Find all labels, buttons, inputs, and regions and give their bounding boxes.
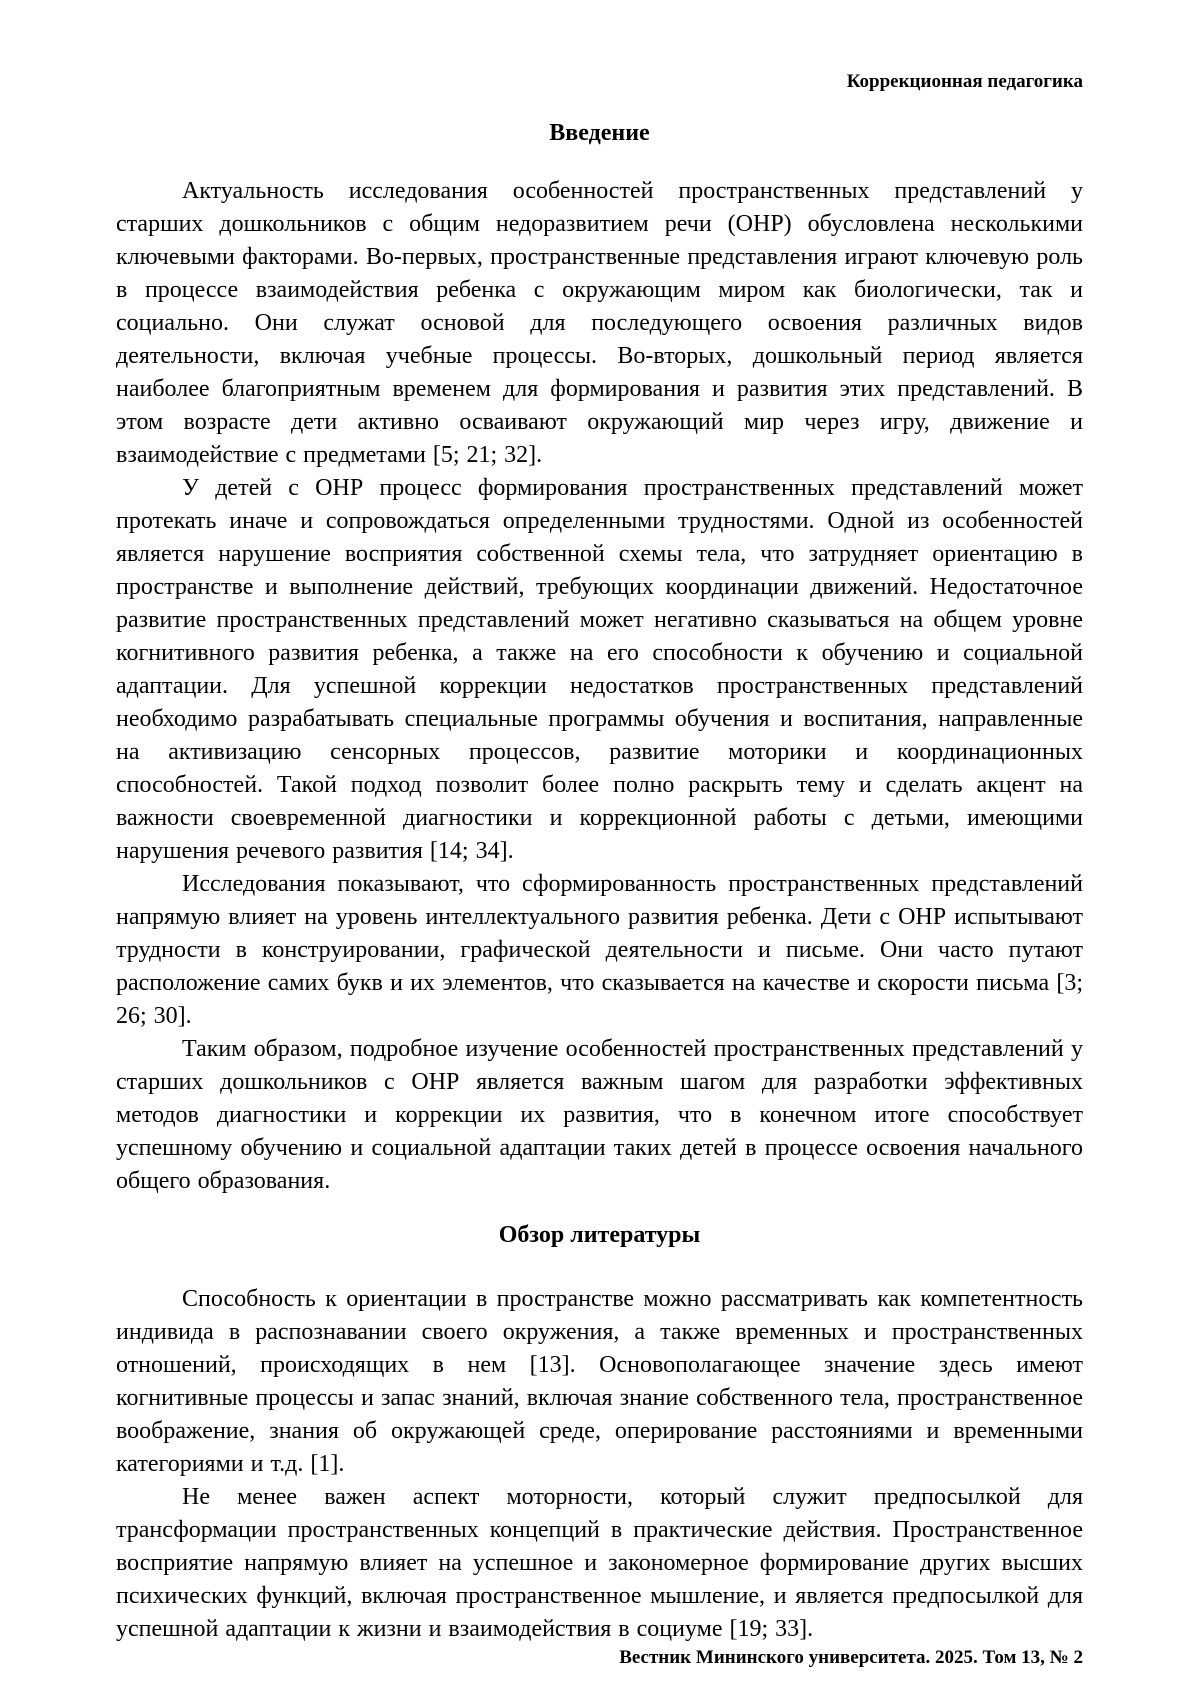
section-heading-introduction: Введение: [549, 120, 650, 146]
paragraph-lit-orientation-ability: Способность к ориентации в пространстве можно рассматривать как компетентность индивида в распознавании своего окружения, а также временных и пространственных отношений, происходящих в нем [13]. Основополагающее значение здесь имеют когнитивные процессы и запас знаний, включая знание собственного тела, пространственное воображение, знания об окружающей среде, оперирование расстояниями и временными категориями и т.д. [1].: [116, 1286, 1083, 1477]
page-footer: Вестник Мининского университета. 2025. Том 13, № 2: [619, 1647, 1083, 1668]
paragraph-intro-research-findings: Исследования показывают, что сформированность пространственных представлений напрямую влияет на уровень интеллектуального развития ребенка. Дети с ОНР испытывают трудности в конструировании, графической деятельности и письме. Они часто путают расположение самих букв и их элементов, что сказывается на качестве и скорости письма [3; 26; 30].: [116, 871, 1083, 1029]
paragraph-lit-motor-aspect: Не менее важен аспект моторности, который служит предпосылкой для трансформации пространственных концепций в практические действия. Пространственное восприятие напрямую влияет на успешное и закономерное формирование других высших психических функций, включая пространственное мышление, и является предпосылкой для успешной адаптации к жизни и взаимодействия в социуме [19; 33].: [116, 1484, 1083, 1642]
paragraph-intro-onr-difficulties: У детей с ОНР процесс формирования пространственных представлений может протекать иначе и сопровождаться определенными трудностями. Одной из особенностей является нарушение восприятия собственной схемы тела, что затрудняет ориентацию в пространстве и выполнение действий, требующих координации движений. Недостаточное развитие пространственных представлений может негативно сказываться на общем уровне когнитивного развития ребенка, а также на его способности к обучению и социальной адаптации. Для успешной коррекции недостатков пространственных представлений необходимо разрабатывать специальные программы обучения и воспитания, направленные на активизацию сенсорных процессов, развитие моторики и координационных способностей. Такой подход позволит более полно раскрыть тему и сделать акцент на важности своевременной диагностики и коррекционной работы с детьми, имеющими нарушения речевого развития [14; 34].: [116, 475, 1083, 864]
paragraph-intro-relevance: Актуальность исследования особенностей пространственных представлений у старших дошкольников с общим недоразвитием речи (ОНР) обусловлена несколькими ключевыми факторами. Во-первых, пространственные представления играют ключевую роль в процессе взаимодействия ребенка с окружающим миром как биологически, так и социально. Они служат основой для последующего освоения различных видов деятельности, включая учебные процессы. Во-вторых, дошкольный период является наиболее благоприятным временем для формирования и развития этих представлений. В этом возрасте дети активно осваивают окружающий мир через игру, движение и взаимодействие с предметами [5; 21; 32].: [116, 178, 1083, 468]
paragraph-intro-conclusion: Таким образом, подробное изучение особенностей пространственных представлений у старших дошкольников с ОНР является важным шагом для разработки эффективных методов диагностики и коррекции их развития, что в конечном итоге способствует успешному обучению и социальной адаптации таких детей в процессе освоения начального общего образования.: [116, 1036, 1083, 1194]
running-head: Коррекционная педагогика: [846, 71, 1083, 92]
section-heading-literature-review: Обзор литературы: [498, 1222, 701, 1248]
